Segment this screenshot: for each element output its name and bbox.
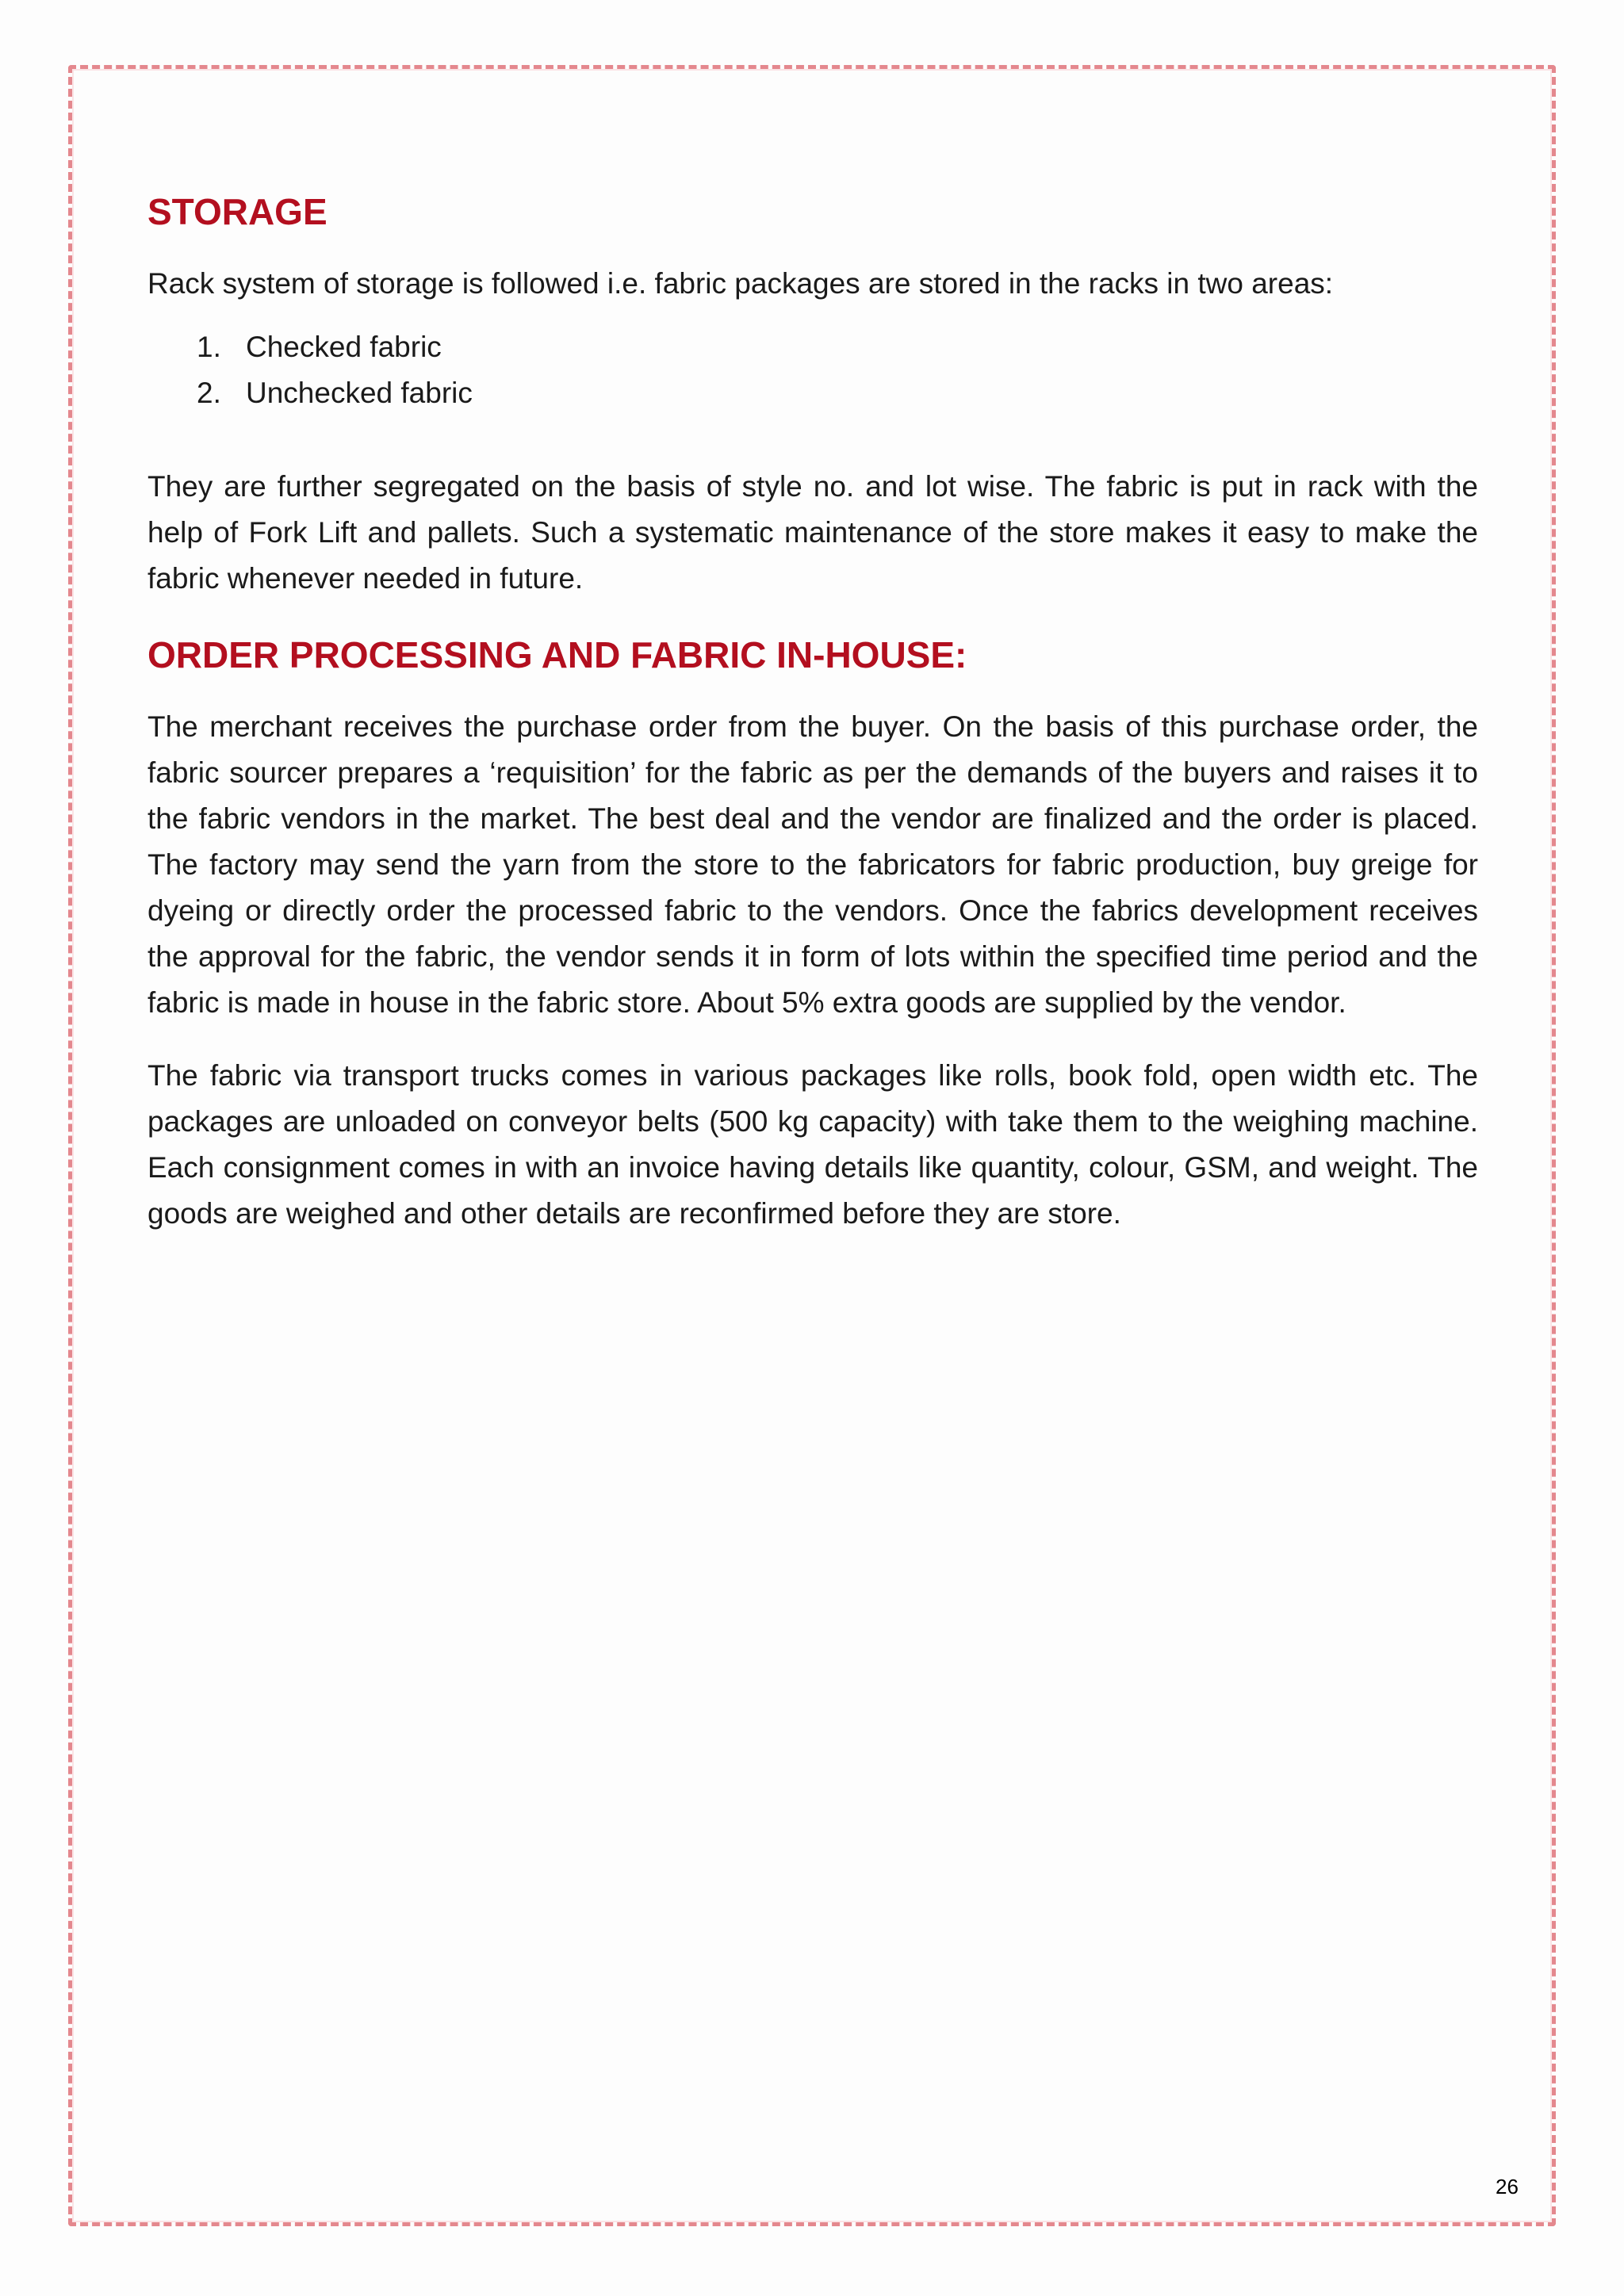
list-item [147, 324, 1478, 370]
order-processing-paragraph-2: The fabric via transport trucks comes in various packages like rolls, book fold, open width etc. The packages are unloaded on conveyor belts (500 kg capacity) with take them to the weighing machine. Each consignment comes in with an invoice having details like quantity, colour, GSM, and weight. The goods are weighed and other details are reconfirmed before they are store. [147, 1059, 1478, 1230]
storage-intro: Rack system of storage is followed i.e. fabric packages are stored in the racks in two areas: [147, 267, 1334, 300]
page-content [147, 190, 1478, 1264]
page-number: 26 [1496, 2175, 1519, 2198]
storage-heading: STORAGE [147, 191, 327, 232]
order-processing-paragraph-1: The merchant receives the purchase order from the buyer. On the basis of this purchase order, the fabric sourcer prepares a ‘requisition’ for the fabric as per the demands of the buyers and raises it to the fabric vendors in the market. The best deal and the vendor are finalized and the order is placed. The factory may send the yarn from the store to the fabricators for fabric production, buy greige for dyeing or directly order the processed fabric to the vendors. Once the fabrics development receives the approval for the fabric, the vendor sends it in form of lots within the specified time period and the fabric is made in house in the fabric store. About 5% extra goods are supplied by the vendor. [147, 710, 1478, 1020]
list-item-label: Checked fabric [246, 331, 442, 364]
order-processing-heading: ORDER PROCESSING AND FABRIC IN-HOUSE: [147, 634, 967, 676]
storage-area-list [147, 324, 1478, 416]
list-item-label: Unchecked fabric [246, 377, 473, 410]
list-item-number: 2. [197, 377, 221, 410]
storage-paragraph: They are further segregated on the basis of style no. and lot wise. The fabric is put in rack with the help of Fork Lift and pallets. Such a systematic maintenance of the store makes it easy to make the fabric whenever needed in future. [147, 470, 1478, 595]
list-item [147, 370, 1478, 416]
list-item-number: 1. [197, 331, 221, 364]
